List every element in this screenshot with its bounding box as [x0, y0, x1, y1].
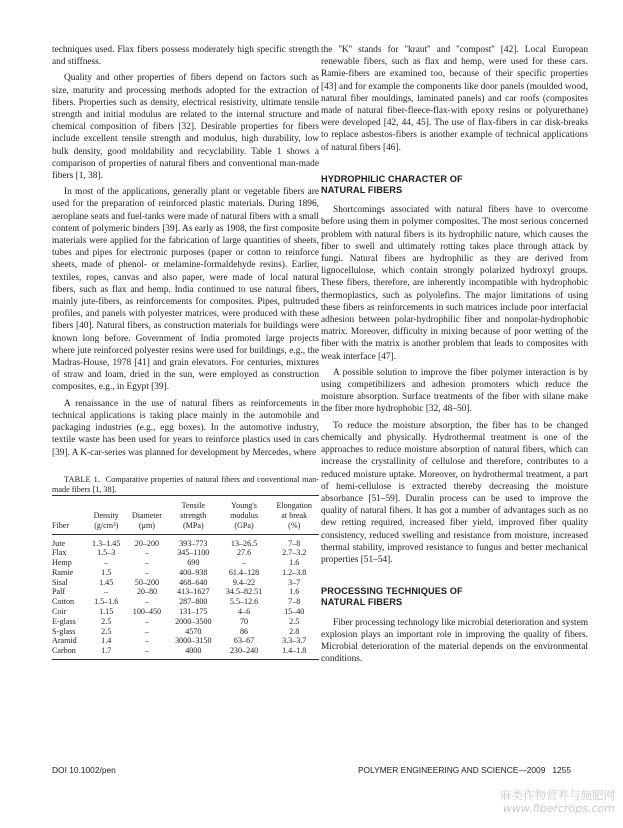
table-caption [52, 475, 319, 495]
footer-journal-name: POLYMER ENGINEERING AND SCIENCE—2009 [357, 765, 546, 775]
table-cell: 2000–3500 [175, 616, 212, 626]
table-cell: 393–773 [179, 538, 208, 548]
table-cell: – [144, 567, 149, 577]
table-cell: 4570 [185, 626, 202, 636]
table-cell-fiber: E-glass [52, 616, 76, 626]
column-header-fiber [52, 496, 86, 534]
table-cell: – [144, 626, 149, 636]
header-line: Tensile [181, 501, 205, 511]
table-cell: 1.6 [289, 587, 300, 597]
table-cell: – [104, 558, 109, 568]
table-header-row [52, 496, 319, 534]
table-row [52, 578, 319, 588]
table-cell: 34.5–82.51 [225, 587, 263, 597]
table-cell: 70 [240, 616, 249, 626]
table-cell: – [144, 548, 149, 558]
table-cell-fiber: Flax [52, 548, 67, 558]
header-line: Diameter [131, 510, 162, 520]
table-cell: – [144, 636, 149, 646]
column-header-density [86, 496, 125, 534]
section-heading-line: NATURAL FIBERS [321, 597, 403, 608]
table-cell: 400–938 [179, 567, 208, 577]
table-1 [52, 475, 319, 660]
table-cell-fiber: Carbon [52, 646, 76, 656]
table-cell: 1.5 [101, 567, 112, 577]
table-cell: 86 [240, 626, 249, 636]
footer-doi: DOI 10.1002/pen [52, 765, 116, 775]
header-line: Density [93, 510, 119, 520]
table-row [52, 636, 319, 646]
table-cell: 2.5 [101, 616, 112, 626]
table-cell: 1.7 [101, 646, 112, 656]
header-line: (%) [288, 520, 301, 530]
table-cell: 230–240 [229, 646, 259, 656]
table-row [52, 617, 319, 627]
table-cell: 1.5–1.6 [94, 597, 119, 607]
header-line: at break [281, 510, 308, 520]
table-cell: – [104, 587, 109, 597]
table-row [52, 627, 319, 637]
table-cell-fiber: Coir [52, 607, 67, 617]
table-cell: – [144, 597, 149, 607]
table-cell: 131–175 [179, 607, 208, 617]
table-cell: 3–7 [288, 577, 301, 587]
table-cell: – [144, 616, 149, 626]
header-line: Young's [231, 501, 257, 511]
table-cell: 468–640 [179, 577, 208, 587]
table-cell-fiber: Cotton [52, 597, 75, 607]
table-cell: 2.5 [101, 626, 112, 636]
footer-page-number: 1255 [552, 765, 571, 775]
table-cell: 7–8 [288, 597, 301, 607]
table-row [52, 587, 319, 597]
table-row [52, 597, 319, 607]
paragraph: A renaissance in the use of natural fibers as reinforcements in technical applications is taking place mainly in the automobile and packaging industries (e.g., egg boxes). In the automotive industry, textile waste has been used for years to reinforce plastics used in cars [39]. A K-car-series was planned for development by Mercedes, where [52, 398, 319, 458]
paragraph: techniques used. Flax fibers possess moderately high specific strength and stiffness. [52, 45, 319, 68]
table-cell-fiber: Aramid [52, 636, 77, 646]
column-header-modulus [219, 496, 270, 534]
table-cell: – [242, 558, 247, 568]
table-row [52, 646, 319, 659]
header-line: (μm) [138, 520, 155, 530]
table-row [52, 607, 319, 617]
paragraph: To reduce the moisture absorption, the fiber has to be changed chemically and physically. Hydrothermal treatment is one of the approaches to reduce moisture absorption of natural fibers, which can increase the crystallinity of cellulose and therefore, contributes to a reduced moisture uptake. Moreover, on hydrothermal treatment, a part of hemi-cellulose is extracted thereby decreasing the moisture absorbance [51–59]. Duralin process can be used to improve the quality of natural fibers. It has got a number of advantages such as no dew retting required, increased fiber yield, improved fiber quality consistency, reduced swelling and resistance from moisture, increased thermal stability, improved resistance to fungus and better mechanical properties [51–54]. [321, 420, 588, 565]
table-cell: 2.7–3.2 [282, 548, 307, 558]
table-cell: 690 [187, 558, 200, 568]
table-cell: 20–200 [134, 538, 160, 548]
table-cell: 100–450 [132, 607, 162, 617]
paragraph: Quality and other properties of fibers depend on factors such as size, maturity and processing methods adopted for the extraction of fibers. Properties such as density, electrical resistivity, ultimate tensile strength and initial modulus are related to the internal structure and chemical composition of fibers [32]. Desirable properties for fibers include excellent tensile strength and modulus, high durability, low bulk density, good moldability and recyclability. Table 1 shows a comparison of properties of natural fibers and conventional man-made fibers [1, 38]. [52, 73, 319, 182]
table-cell: 4–6 [237, 607, 251, 617]
table-cell: 1.3–1.45 [92, 538, 121, 548]
table-cell: 1.45 [99, 577, 114, 587]
section-heading [321, 586, 588, 608]
watermark-line: www.fibercrops.com [502, 802, 615, 815]
table-cell-fiber: Jute [52, 538, 66, 548]
column-header-elongation [269, 496, 319, 534]
table-cell: 413–1627 [177, 587, 210, 597]
table-cell-fiber: S-glass [52, 626, 76, 636]
table-cell: 1.4 [101, 636, 112, 646]
table-cell: 1.4–1.8 [282, 646, 307, 656]
watermark-line: 麻类作物营养与施肥网 [500, 788, 615, 802]
header-line: (g/cm³) [94, 520, 119, 530]
section-heading-line: HYDROPHILIC CHARACTER OF [321, 173, 463, 184]
watermark [500, 788, 615, 816]
table-cell: 2.5 [289, 616, 300, 626]
table-cell: 5.5–12.6 [229, 597, 259, 607]
table-cell: 63–67 [233, 636, 255, 646]
table-cell: 20–80 [136, 587, 158, 597]
table-row [52, 548, 319, 558]
table-row [52, 534, 319, 548]
table-cell: 4000 [185, 646, 202, 656]
right-column [321, 44, 588, 665]
properties-table [52, 495, 319, 660]
header-line: (MPa) [182, 520, 204, 530]
section-heading-line: PROCESSING TECHNIQUES OF [321, 586, 463, 597]
table-cell: 27.6 [236, 548, 252, 558]
paragraph: Shortcomings associated with natural fibers have to overcome before using them in polymer composites. The most serious concerned problem with natural fibers is its hydrophilic nature, which causes the fiber to swell and ultimately rotting takes place through attack by fungi. Natural fibers are hydrophilic as they are derived from lignocellulose, which contain strongly polarized hydroxyl groups. These fibers, therefore, are inherently incompatible with hydrophobic thermoplastics, such as polyolefins. The major limitations of using these fibers as reinforcements in such matrices include poor interfacial adhesion between polar-hydrophilic fiber and nonpolar-hydrophobic matrix. Moreover, difficulty in mixing because of poor wetting of the fiber with the matrix is another problem that leads to composites with weak interface [47]. [321, 205, 588, 362]
table-cell: 15–40 [284, 607, 305, 617]
paragraph: In most of the applications, generally plant or vegetable fibers are used for the preparation of reinforced plastic materials. During 1896, aeroplane seats and fuel-tanks were made of natural fibers with a small content of polymeric binders [39]. As early as 1908, the first composite materials were applied for the fabrication of large quantities of sheets, tubes and pipes for electronic purposes (paper or cotton to reinforce sheets, made of phenol- or melamine-formaldehyde resins). Earlier, textiles, ropes, canvas and also paper, were made of local natural fibers, such as flax and hemp. India continued to use natural fibers, mainly jute-fibers, as reinforcements for composites. Pipes, pultruded profiles, and panels with polyester matrices, were produced with these fibers [40]. Natural fibers, as construction materials for buildings were known long before. Government of India promoted large projects where jute reinforced polyester resins were used for buildings, e.g., the Madras-House, 1978 [41] and grain elevators. For centuries, mixtures of straw and loam, dried in the sun, were employed as construction composites, e.g., in Egypt [39]. [52, 187, 319, 393]
footer-journal [358, 765, 571, 775]
table-cell: 345–1100 [177, 548, 210, 558]
header-line: strength [180, 510, 207, 520]
table-cell: 1.6 [289, 558, 300, 568]
table-label: TABLE 1. [64, 474, 101, 484]
header-line: Elongation [276, 501, 312, 511]
table-cell-fiber: Palf [52, 587, 66, 597]
header-line: modulus [230, 510, 258, 520]
header-line: Fiber [52, 520, 70, 530]
table-cell-fiber: Ramie [52, 567, 74, 577]
paragraph: A possible solution to improve the fiber polymer interaction is by using competibilizers and adhesion promoters which reduce the moisture absorption. Surface treatments of the fiber with silane make the fiber more hydrophobic [32, 48–50]. [321, 367, 588, 415]
table-cell-fiber: Sisal [52, 577, 68, 587]
table-body [52, 534, 319, 660]
table-cell: – [144, 558, 149, 568]
table-cell: 50–200 [134, 577, 160, 587]
header-line: (GPa) [234, 520, 254, 530]
table-cell-fiber: Hemp [52, 558, 72, 568]
section-heading-line: NATURAL FIBERS [321, 185, 403, 196]
table-row [52, 568, 319, 578]
section-heading [321, 174, 588, 196]
column-header-tensile [168, 496, 219, 534]
table-row [52, 558, 319, 568]
table-cell: 13–26.5 [230, 538, 258, 548]
column-header-diameter [126, 496, 168, 534]
table-cell: 3000–3150 [175, 636, 212, 646]
table-caption-text: Comparative properties of natural fibers and conventional man-made fibers [1, 38]. [52, 474, 320, 494]
table-cell: 9.4–22 [232, 577, 256, 587]
paragraph: the ''K'' stands for ''kraut'' and ''compost'' [42]. Local European renewable fibers, such as flax and hemp, were used for these cars. Ramie-fibers are examined too, because of their specific properties [43] and for example the components like door panels (moulded wood, natural fiber mouldings, laminated panels) and car roofs (composites made of natural fiber-fleece-flax-with epoxy resins or polyurethane) were developed [42, 44, 45]. The use of flax-fibers in car disk-breaks to replace asbestos-fibers is another example of technical applications of natural fibers [46]. [321, 45, 588, 153]
table-cell: 1.5–3 [97, 548, 116, 558]
table-cell: 1.2–3.8 [282, 567, 307, 577]
table-cell: 7–8 [288, 538, 301, 548]
table-cell: 61.4–128 [228, 567, 260, 577]
table-cell: 287–800 [179, 597, 208, 607]
left-column [52, 44, 319, 660]
table-cell: 3.3–3.7 [282, 636, 307, 646]
table-cell: 1.15 [99, 607, 114, 617]
table-cell: – [144, 646, 149, 656]
paragraph: Fiber processing technology like microbial deterioration and system explosion plays an important role in improving the quality of fibers. Microbial deterioration of the material depends on the environmental conditions. [321, 617, 588, 665]
table-cell: 2.8 [289, 626, 300, 636]
